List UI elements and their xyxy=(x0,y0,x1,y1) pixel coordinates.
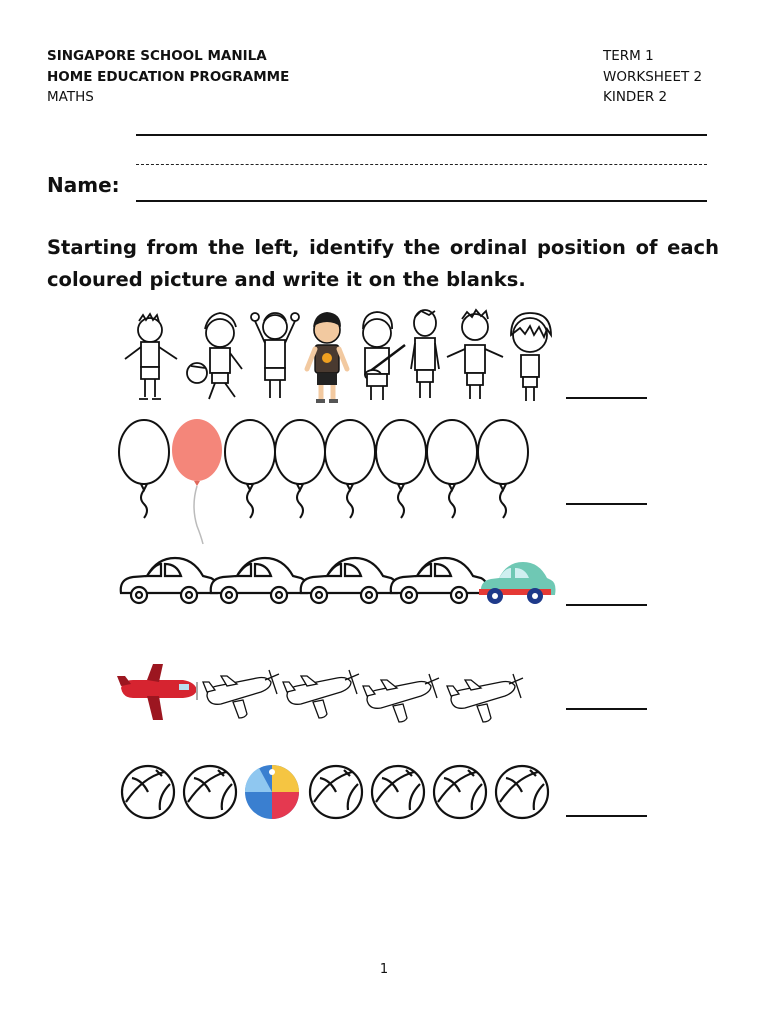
beach-ball-3-coloured xyxy=(245,765,299,819)
car-4 xyxy=(391,558,488,603)
level-label: KINDER 2 xyxy=(603,89,668,105)
balloon-4 xyxy=(275,420,325,518)
beach-ball-6 xyxy=(434,766,486,818)
programme-name: HOME EDUCATION PROGRAMME xyxy=(47,68,290,85)
writing-top-line[interactable] xyxy=(136,134,707,136)
child-4-coloured xyxy=(307,312,347,401)
answer-blank-5[interactable] xyxy=(566,815,647,817)
name-label: Name: xyxy=(47,173,120,197)
beach-ball-2 xyxy=(184,766,236,818)
child-2 xyxy=(187,313,242,399)
term-label: TERM 1 xyxy=(603,48,654,64)
beach-ball-1 xyxy=(122,766,174,818)
answer-blank-3[interactable] xyxy=(566,604,647,606)
balloon-5 xyxy=(325,420,375,518)
school-name: SINGAPORE SCHOOL MANILA xyxy=(47,48,267,64)
beach-ball-5 xyxy=(372,766,424,818)
car-5-coloured xyxy=(479,562,556,604)
child-7 xyxy=(447,310,503,399)
car-3 xyxy=(301,558,398,603)
header-right xyxy=(603,46,702,108)
child-1 xyxy=(125,314,177,399)
airplanes-row xyxy=(117,660,537,725)
airplane-4 xyxy=(363,674,439,722)
airplane-5 xyxy=(447,674,523,722)
instructions: Starting from the left, identify the ordinal position of each coloured picture and write it on the blanks. xyxy=(47,236,719,291)
writing-dashed-line[interactable] xyxy=(136,164,707,165)
beach-ball-7 xyxy=(496,766,548,818)
name-writing-line[interactable] xyxy=(136,200,707,202)
child-3 xyxy=(251,313,299,398)
balloon-2-coloured xyxy=(172,419,222,544)
beach-balls-row xyxy=(120,764,552,820)
balloon-6 xyxy=(376,420,426,518)
balloons-row xyxy=(117,418,537,548)
worksheet-label: WORKSHEET 2 xyxy=(603,68,703,85)
car-1 xyxy=(121,558,218,603)
child-5 xyxy=(363,312,405,400)
airplane-3 xyxy=(283,670,359,718)
balloon-1 xyxy=(119,420,169,518)
balloon-8 xyxy=(478,420,528,518)
page-number: 1 xyxy=(379,962,389,977)
header-left xyxy=(47,46,289,108)
child-6 xyxy=(411,310,439,398)
answer-blank-4[interactable] xyxy=(566,708,647,710)
airplane-2 xyxy=(203,670,279,718)
balloon-3 xyxy=(225,420,275,518)
beach-ball-4 xyxy=(310,766,362,818)
answer-blank-2[interactable] xyxy=(566,503,647,505)
children-row xyxy=(115,305,565,410)
child-8 xyxy=(511,313,551,401)
answer-blank-1[interactable] xyxy=(566,397,647,399)
subject-name: MATHS xyxy=(47,89,94,105)
cars-row xyxy=(117,555,557,610)
balloon-7 xyxy=(427,420,477,518)
airplane-1-coloured xyxy=(117,664,197,720)
car-2 xyxy=(211,558,308,603)
